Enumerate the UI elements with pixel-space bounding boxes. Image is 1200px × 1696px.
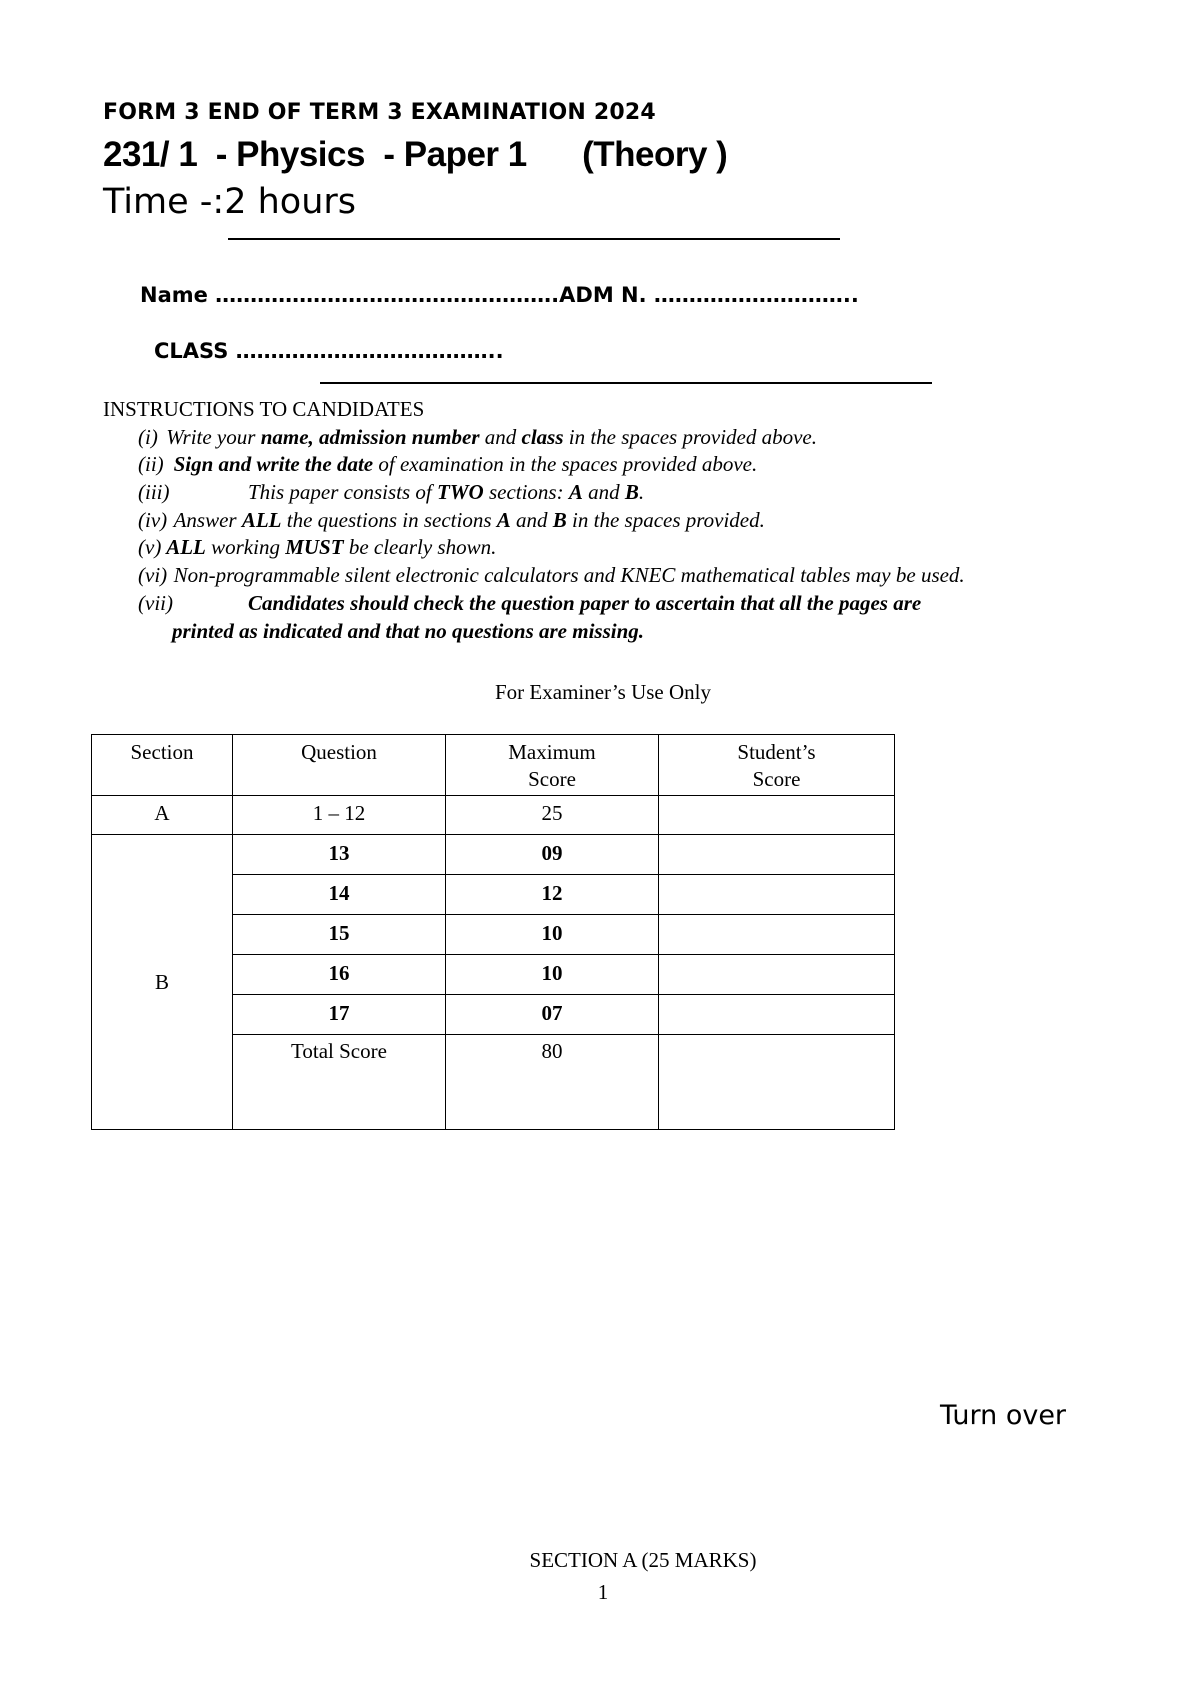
fields-divider bbox=[320, 382, 932, 384]
instruction-segment: the questions in sections bbox=[281, 508, 497, 532]
max-score-cell: 25 bbox=[446, 796, 659, 835]
total-max-cell: 80 bbox=[446, 1035, 659, 1130]
subject-paper-title: 231/ 1 - Physics - Paper 1 (Theory ) bbox=[103, 135, 728, 174]
section-a-heading: SECTION A (25 MARKS) bbox=[529, 1548, 757, 1572]
instructions-heading: INSTRUCTIONS TO CANDIDATES bbox=[103, 397, 425, 421]
turn-over-note: Turn over bbox=[940, 1400, 1067, 1431]
question-cell: 15 bbox=[233, 915, 446, 955]
instruction-number: (iv) bbox=[138, 508, 168, 532]
max-score-cell: 10 bbox=[446, 915, 659, 955]
max-score-cell: 12 bbox=[446, 875, 659, 915]
instruction-number: (vi) bbox=[138, 563, 168, 587]
student-score-cell[interactable] bbox=[659, 915, 895, 955]
header-line: Student’s bbox=[737, 740, 816, 764]
max-score-cell: 10 bbox=[446, 955, 659, 995]
instruction-text bbox=[248, 591, 921, 616]
total-student-cell[interactable] bbox=[659, 1035, 895, 1130]
instruction-segment: working bbox=[205, 535, 286, 559]
student-score-cell[interactable] bbox=[659, 955, 895, 995]
table-header-row bbox=[92, 735, 895, 796]
table-row bbox=[92, 835, 895, 875]
header-line: Question bbox=[301, 740, 377, 764]
instruction-number: (vii) bbox=[138, 591, 173, 615]
header-section bbox=[92, 735, 233, 796]
student-score-cell[interactable] bbox=[659, 875, 895, 915]
instruction-text bbox=[174, 452, 758, 477]
examiner-caption-text: For Examiner’s Use Only bbox=[495, 680, 711, 704]
instruction-text bbox=[166, 425, 817, 450]
time-allowed: Time -:2 hours bbox=[103, 182, 356, 222]
instruction-segment: . bbox=[638, 480, 645, 504]
page-number: 1 bbox=[597, 1580, 609, 1604]
question-cell: 13 bbox=[233, 835, 446, 875]
header-divider bbox=[228, 238, 840, 240]
instruction-emphasis: A bbox=[568, 480, 583, 504]
instruction-emphasis: B bbox=[624, 480, 639, 504]
section-cell: B bbox=[92, 835, 233, 1130]
exam-title: FORM 3 END OF TERM 3 EXAMINATION 2024 bbox=[103, 100, 656, 125]
instruction-segment: and bbox=[582, 480, 625, 504]
instruction-number: (i) bbox=[138, 425, 158, 449]
instruction-segment: and bbox=[510, 508, 553, 532]
instruction-segment: This paper consists of bbox=[248, 480, 438, 504]
instruction-emphasis: A bbox=[496, 508, 511, 532]
instruction-text bbox=[248, 480, 644, 505]
instruction-segment: in the spaces provided. bbox=[566, 508, 765, 532]
total-label-cell: Total Score bbox=[233, 1035, 446, 1130]
header-maximum-score bbox=[446, 735, 659, 796]
instruction-number: (ii) bbox=[138, 452, 164, 476]
question-cell: 14 bbox=[233, 875, 446, 915]
max-score-cell: 07 bbox=[446, 995, 659, 1035]
instruction-number: (v) bbox=[138, 535, 162, 559]
header-line: Score bbox=[528, 767, 576, 791]
instruction-emphasis: TWO bbox=[437, 480, 484, 504]
instruction-text bbox=[174, 508, 765, 533]
instruction-emphasis: Candidates should check the question paper to ascertain that all the pages are bbox=[248, 591, 922, 615]
name-admission-field: Name ………………………………………….ADM N. ……………………….. bbox=[140, 283, 859, 307]
table-row bbox=[92, 796, 895, 835]
score-table bbox=[91, 734, 895, 1130]
header-line: Section bbox=[130, 740, 194, 764]
question-cell: 16 bbox=[233, 955, 446, 995]
section-cell: A bbox=[92, 796, 233, 835]
instruction-emphasis: ALL bbox=[166, 535, 206, 559]
instruction-text bbox=[174, 563, 965, 588]
class-field: CLASS ……………………………….. bbox=[154, 339, 504, 363]
instruction-segment: in the spaces provided above. bbox=[563, 425, 817, 449]
instruction-segment: be clearly shown. bbox=[343, 535, 497, 559]
instruction-segment: Non-programmable silent electronic calculators and KNEC mathematical tables may be used. bbox=[173, 563, 965, 587]
header-line: Score bbox=[752, 767, 801, 791]
instruction-text bbox=[166, 535, 496, 560]
max-score-cell: 09 bbox=[446, 835, 659, 875]
instruction-emphasis: ALL bbox=[241, 508, 282, 532]
student-score-cell[interactable] bbox=[659, 835, 895, 875]
instruction-segment: and bbox=[479, 425, 522, 449]
instruction-segment: sections: bbox=[483, 480, 569, 504]
header-line: Maximum bbox=[508, 740, 596, 764]
instruction-emphasis: class bbox=[521, 425, 564, 449]
instruction-number: (iii) bbox=[138, 480, 170, 504]
examiner-caption bbox=[0, 680, 1200, 705]
student-score-cell[interactable] bbox=[659, 995, 895, 1035]
question-cell: 1 – 12 bbox=[233, 796, 446, 835]
instruction-emphasis: B bbox=[552, 508, 567, 532]
instruction-segment: Answer bbox=[173, 508, 242, 532]
instruction-text bbox=[172, 619, 644, 644]
question-cell: 17 bbox=[233, 995, 446, 1035]
instruction-emphasis: MUST bbox=[285, 535, 344, 559]
header-student-score bbox=[659, 735, 895, 796]
header-question bbox=[233, 735, 446, 796]
instruction-segment: Write your bbox=[166, 425, 261, 449]
instruction-segment: of examination in the spaces provided above. bbox=[373, 452, 758, 476]
student-score-cell[interactable] bbox=[659, 796, 895, 835]
instruction-emphasis: Sign and write the date bbox=[173, 452, 374, 476]
instruction-emphasis: name, admission number bbox=[260, 425, 480, 449]
instruction-emphasis: printed as indicated and that no questions are missing. bbox=[172, 619, 645, 643]
